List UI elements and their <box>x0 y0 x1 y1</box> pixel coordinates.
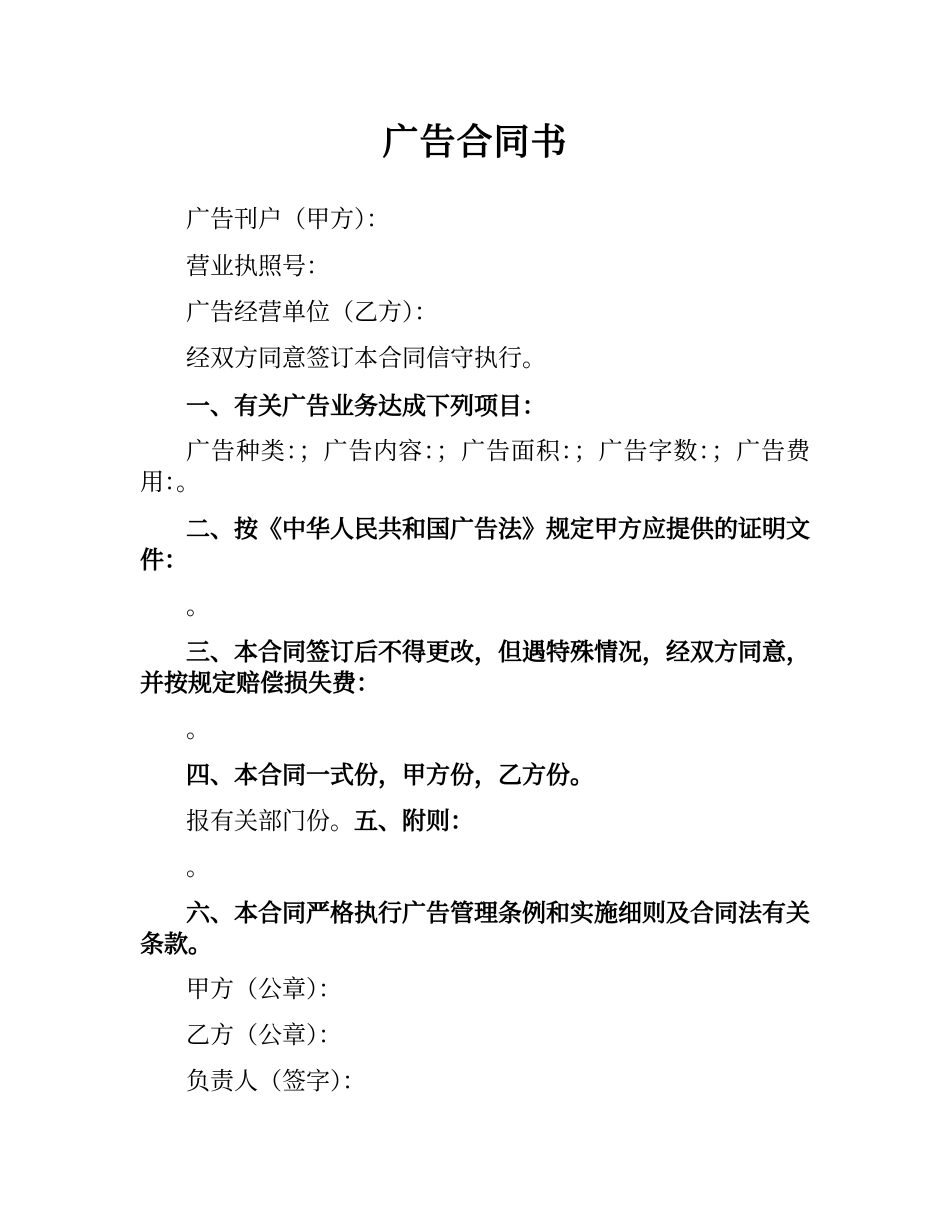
section-4-tail-and-section-5-heading <box>140 805 810 837</box>
section-1-content: 广告种类：；广告内容：；广告面积：；广告字数：；广告费用：。 <box>140 437 810 496</box>
section-5-heading: 五、附则： <box>354 806 474 835</box>
section-2-content: 。 <box>186 592 210 620</box>
section-4-tail: 报有关部门份。 <box>186 807 354 835</box>
section-2-heading: 二、按《中华人民共和国广告法》规定甲方应提供的证明文件： <box>140 514 810 574</box>
document-title: 广告合同书 <box>382 121 568 163</box>
signatory-line: 负责人（签字）： <box>186 1067 366 1095</box>
license-number-line: 营业执照号： <box>186 252 330 280</box>
section-6-heading: 六、本合同严格执行广告管理条例和实施细则及合同法有关条款。 <box>140 898 810 958</box>
agreement-line: 经双方同意签订本合同信守执行。 <box>186 344 546 372</box>
party-b-seal-line: 乙方（公章）： <box>186 1021 342 1049</box>
section-3-heading: 三、本合同签订后不得更改，但遇特殊情况，经双方同意，并按规定赔偿损失费： <box>140 637 810 697</box>
section-3-content: 。 <box>186 715 210 743</box>
party-a-seal-line: 甲方（公章）： <box>186 975 342 1003</box>
section-5-content: 。 <box>186 853 210 881</box>
agency-line: 广告经营单位（乙方）： <box>186 298 438 326</box>
section-4-heading: 四、本合同一式份，甲方份，乙方份。 <box>186 760 594 789</box>
section-1-heading: 一、有关广告业务达成下列项目： <box>186 391 546 420</box>
advertiser-line: 广告刊户（甲方）： <box>186 205 390 233</box>
